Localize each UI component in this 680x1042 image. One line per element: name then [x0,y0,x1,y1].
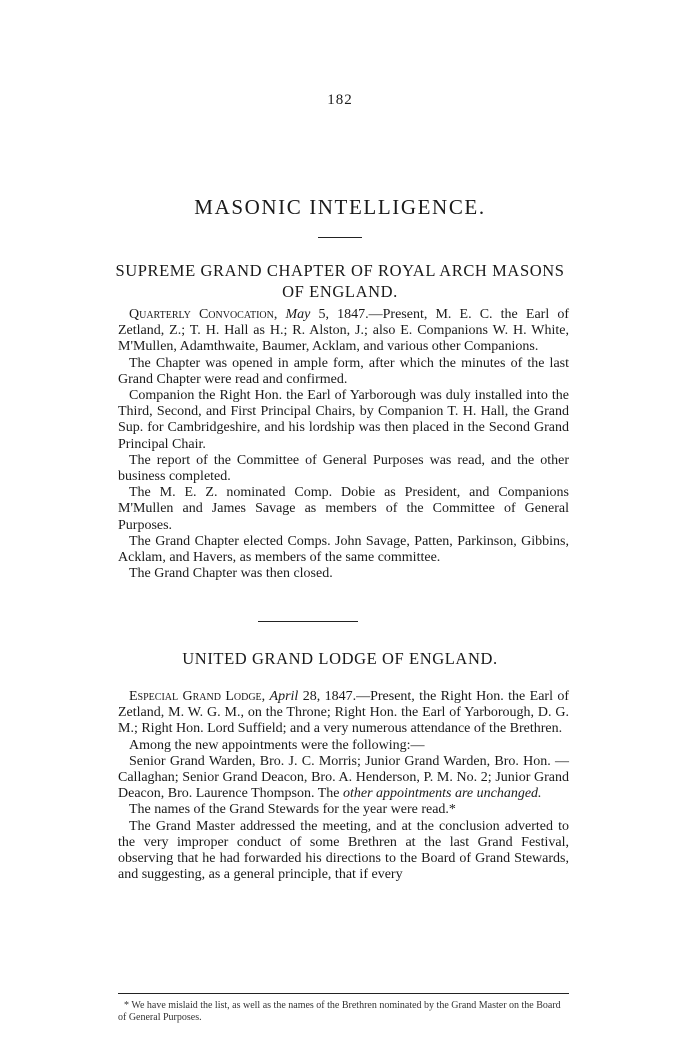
footnote [118,1000,569,1023]
section-body-grand-lodge [118,689,569,883]
paragraph: The report of the Committee of General Purposes was read, and the other business completed. [118,452,569,485]
lead-in: Especial Grand Lodge, [129,689,266,704]
paragraph: The Grand Chapter elected Comps. John Savage, Patten, Parkinson, Gibbins, Acklam, and Havers, as members of the same committee. [118,533,569,566]
section-divider [258,621,358,622]
italic-text: other appointments are unchanged. [342,786,542,802]
date-month: April [269,689,299,704]
paragraph [118,754,569,803]
footnote-divider [118,993,569,994]
paragraph: The Chapter was opened in ample form, after which the minutes of the last Grand Chapter were read and confirmed. [118,355,569,387]
paragraph: Companion the Right Hon. the Earl of Yarborough was duly installed into the Third, Second, and First Principal Chairs, by Companion T. H. Hall, the Grand Sup. for Cambridgeshire, and his lordship was then placed in the Second Grand Principal Chair. [118,388,569,452]
paragraph-text: 28, 1847.—Present, the Right Hon. the Earl of Zetland, M. W. G. M., on the Throne; Right Hon. the Earl of Yarborough, D. G. M.; Right Hon. Lord Suffield; and a very numerous attendance of the Brethren. [118,689,570,737]
section-title-grand-lodge: UNITED GRAND LODGE OF ENGLAND. [182,649,498,668]
paragraph: Among the new appointments were the following:— [129,737,425,753]
lead-in: Quarterly Convocation, [129,307,278,322]
paragraph [118,689,569,738]
date-month: May [285,307,311,322]
paragraph-text: 5, 1847.—Present, M. E. C. the Earl of Zetland, Z.; T. H. Hall as H.; R. Alston, J.; also E. Companions W. H. White, M'Mullen, Adamthwaite, Baumer, Acklam, and various other Companions. [118,307,569,355]
page-number: 182 [327,92,353,108]
paragraph: The M. E. Z. nominated Comp. Dobie as President, and Companions M'Mullen and James Savage as members of the Committee of General Purposes. [118,485,569,533]
paragraph: The Grand Master addressed the meeting, and at the conclusion adverted to the very improper conduct of some Brethren at the last Grand Festival, observing that he had forwarded his directions to the Board of Grand Stewards, and suggesting, as a general principle, that if every [118,818,569,883]
paragraph-text: Senior Grand Warden, Bro. J. C. Morris; Junior Grand Warden, Bro. Hon. — Callaghan; Senior Grand Deacon, Bro. A. Henderson, P. M. No. 2; Junior Grand Deacon, Bro. Laurence Thompson. The [118,753,569,802]
paragraph [118,307,569,356]
section-body-royal-arch [118,307,569,582]
section-title-line-2: OF ENGLAND. [282,282,398,301]
section-title-line-1: SUPREME GRAND CHAPTER OF ROYAL ARCH MASONS [115,261,565,280]
footnote-text: * We have mislaid the list, as well as the names of the Brethren nominated by the Grand Master on the Board of General Purposes. [118,1000,561,1023]
page-title: MASONIC INTELLIGENCE. [194,195,486,219]
paragraph: The Grand Chapter was then closed. [129,566,333,582]
title-divider [318,237,362,238]
section-title-royal-arch [0,260,680,302]
paragraph: The names of the Grand Stewards for the year were read.* [129,802,456,818]
